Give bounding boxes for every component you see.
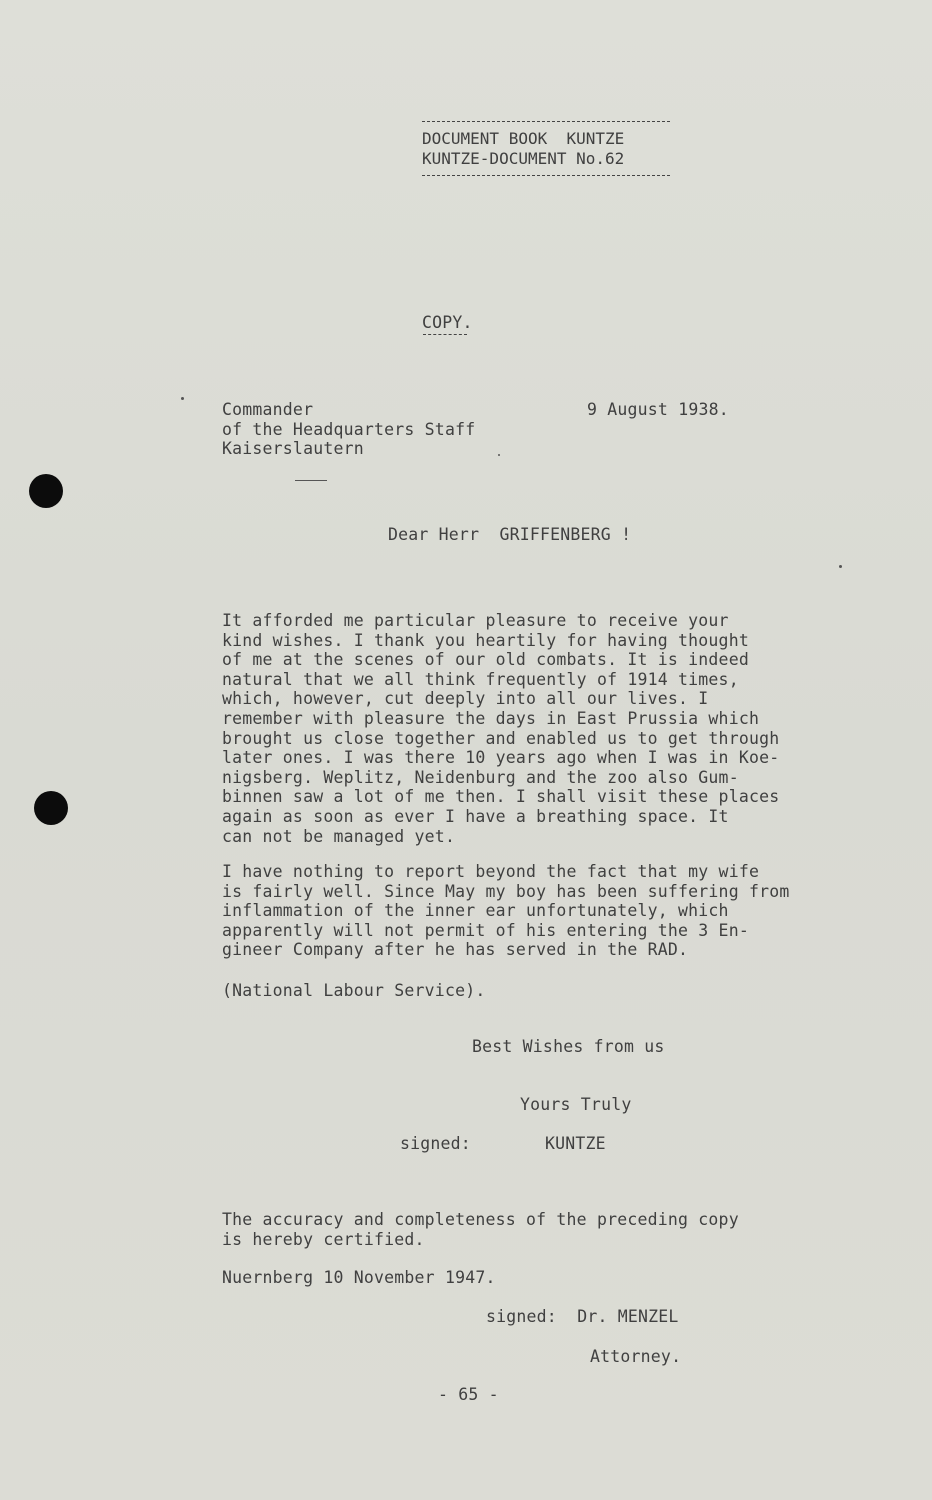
salutation: Dear Herr GRIFFENBERG ! <box>388 525 632 544</box>
paper-speck <box>839 565 842 568</box>
body-paragraph-1: It afforded me particular pleasure to receive your kind wishes. I thank you heartily for having thought of me at the scenes of our old combats. It is indeed natural that we all think frequently of 1914 times, which, however, cut deeply into all our lives. I remember with pleasure the days in East Prussia which brought us close together and enabled us to get through later ones. I was there 10 years ago when I was in Koe- nigsberg. Weplitz, Neidenburg and the zoo also Gum- binnen saw a lot of me then. I shall visit these places again as soon as ever I have a breathing space. It can not be managed yet. <box>222 611 780 846</box>
copy-label-underline <box>423 334 467 335</box>
sender-line-2: of the Headquarters Staff <box>222 419 476 439</box>
header-rule-top <box>422 121 670 122</box>
sender-line-1: Commander <box>222 400 314 419</box>
punch-hole <box>34 791 68 825</box>
paper-speck <box>498 454 500 456</box>
certification-place-date: Nuernberg 10 November 1947. <box>222 1268 496 1287</box>
signed-label: signed: <box>400 1134 471 1153</box>
body-paragraph-3: (National Labour Service). <box>222 981 486 1000</box>
copy-label: COPY. <box>422 313 473 332</box>
sender-line-3: Kaiserslautern <box>222 439 364 459</box>
separator-dash <box>295 480 327 481</box>
header-rule-bottom <box>422 175 670 176</box>
letter-date: 9 August 1938. <box>587 400 729 419</box>
closing-wishes: Best Wishes from us <box>472 1037 665 1056</box>
certification-role: Attorney. <box>590 1347 682 1366</box>
document-book-line: DOCUMENT BOOK KUNTZE <box>422 129 625 148</box>
body-paragraph-2: I have nothing to report beyond the fact that my wife is fairly well. Since May my boy has been suffering from inflammation of the inner ear unfortunately, which apparently will not permit of his entering the 3 En- gineer Company after he has served in the RAD. <box>222 862 790 960</box>
certification-text: The accuracy and completeness of the preceding copy is hereby certified. <box>222 1210 739 1249</box>
paper-speck <box>181 397 184 400</box>
signed-name: KUNTZE <box>545 1134 606 1153</box>
certification-signed: signed: Dr. MENZEL <box>486 1307 679 1326</box>
sender-block <box>222 400 475 459</box>
document-header <box>422 121 672 176</box>
document-number-line: KUNTZE-DOCUMENT No.62 <box>422 149 625 168</box>
closing-yours: Yours Truly <box>520 1095 632 1114</box>
page-number: - 65 - <box>438 1385 499 1404</box>
punch-hole <box>29 474 63 508</box>
